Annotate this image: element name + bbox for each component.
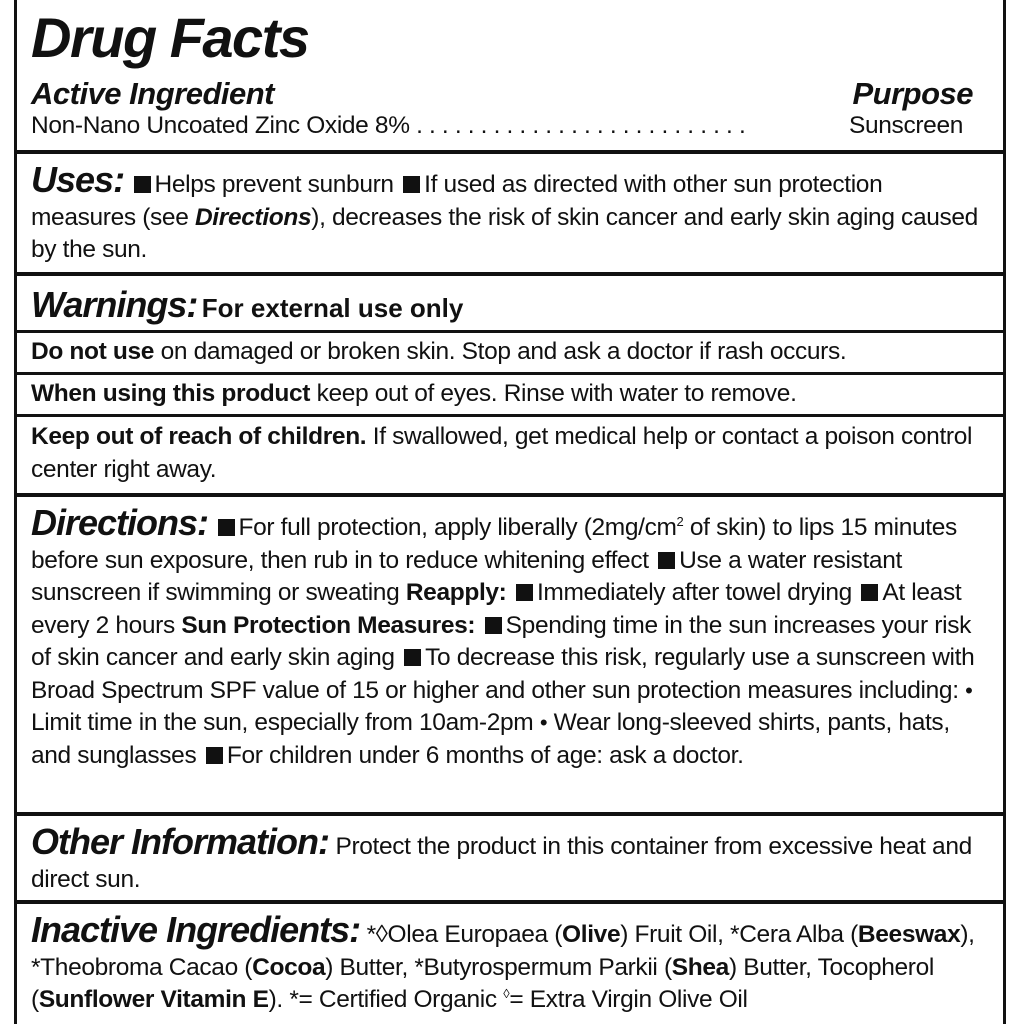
directions-heading: Directions: <box>31 502 209 543</box>
active-ingredient-name: Non-Nano Uncoated Zinc Oxide 8% <box>31 112 410 139</box>
square-bullet-icon <box>403 176 420 193</box>
directions-section <box>17 502 1003 772</box>
spm-1: Spending time in the sun increases your risk of skin cancer and early skin aging <box>31 611 971 671</box>
spm-3: Limit time in the sun, especially from 10am-2pm <box>31 709 534 736</box>
square-bullet-icon <box>206 747 223 764</box>
other-information-heading: Other Information: <box>31 821 329 862</box>
drug-facts-panel <box>14 0 1006 1024</box>
round-bullet: • <box>539 710 548 735</box>
inactive-ingredients-section <box>17 909 1003 1017</box>
active-ingredient-section <box>17 76 1003 143</box>
ingredient-text: ) Butter, *Butyrospermum Parkii ( <box>325 953 672 981</box>
ingredient-bold: Cocoa <box>252 953 326 981</box>
reapply-1: Immediately after towel drying <box>536 579 852 606</box>
other-information-section <box>17 821 1003 896</box>
uses-heading: Uses: <box>31 159 125 200</box>
ingredient-text: ), *Theobroma Cacao ( <box>31 921 975 981</box>
keep-out-label: Keep out of reach of children. <box>31 423 367 450</box>
external-use-only: For external use only <box>201 293 464 323</box>
do-not-use-section <box>17 336 1003 369</box>
uses-item-2a: If used as directed with other sun protection measures (see <box>31 171 883 231</box>
purpose-value: Sunscreen <box>849 112 963 139</box>
when-using-text: keep out of eyes. Rinse with water to remove. <box>316 380 797 407</box>
other-information-text: Protect the product in this container from excessive heat and direct sun. <box>31 833 972 893</box>
direction-1b: of skin) to lips 15 minutes before sun exposure, then rub in to reduce whitening effect <box>31 514 957 574</box>
uses-item-2b: ), decreases the risk of skin cancer and early skin aging caused by the sun. <box>31 203 978 263</box>
when-using-label: When using this product <box>31 380 311 407</box>
round-bullet: • <box>965 677 973 703</box>
divider <box>17 272 1003 276</box>
ingredient-text: Olea Europaea ( <box>387 921 563 948</box>
spm-5: For children under 6 months of age: ask a doctor. <box>226 741 744 769</box>
square-bullet-icon <box>658 552 675 569</box>
do-not-use-label: Do not use <box>31 338 155 365</box>
dot-leader: . . . . . . . . . . . . . . . . . . . . . . . . . . <box>416 112 746 139</box>
divider <box>17 900 1003 904</box>
reapply-2: At least every 2 hours <box>31 579 962 639</box>
warnings-section <box>17 284 1003 326</box>
ingredient-text: = Extra Virgin Olive Oil <box>509 986 748 1013</box>
superscript: ◊ <box>503 985 510 1001</box>
square-bullet-icon <box>134 176 151 193</box>
divider <box>17 330 1003 333</box>
square-bullet-icon <box>516 584 533 601</box>
ingredient-bold: Sunflower Vitamin E <box>38 986 269 1013</box>
warnings-heading: Warnings: <box>31 284 198 325</box>
divider <box>17 372 1003 375</box>
uses-directions-ref: Directions <box>194 203 312 231</box>
sun-protection-label: Sun Protection Measures: <box>181 611 476 639</box>
active-ingredient-heading: Active Ingredient <box>31 76 274 111</box>
divider <box>17 812 1003 816</box>
square-bullet-icon <box>485 617 502 634</box>
reapply-label: Reapply: <box>405 579 507 606</box>
uses-item-1: Helps prevent sunburn <box>154 171 394 198</box>
ingredient-bold: Shea <box>671 953 729 981</box>
divider <box>17 493 1003 497</box>
title-section <box>17 8 1003 68</box>
organic-mark: *◊ <box>366 921 388 948</box>
square-bullet-icon <box>218 519 235 536</box>
square-bullet-icon <box>404 649 421 666</box>
drug-facts-title: Drug Facts <box>31 6 309 69</box>
ingredient-text: ) Butter, Tocopherol ( <box>31 953 934 1013</box>
keep-out-text: If swallowed, get medical help or contact a poison control center right away. <box>31 423 973 483</box>
purpose-heading: Purpose <box>852 76 973 111</box>
when-using-section <box>17 378 1003 411</box>
ingredient-bold: Olive <box>562 921 621 948</box>
direction-1a: For full protection, apply liberally (2mg/cm <box>238 514 677 541</box>
ingredient-bold: Beeswax <box>857 921 961 948</box>
square-bullet-icon <box>861 584 878 601</box>
uses-section <box>17 159 1003 267</box>
keep-out-section <box>17 421 1003 486</box>
do-not-use-text: on damaged or broken skin. Stop and ask a doctor if rash occurs. <box>160 338 847 365</box>
inactive-ingredients-heading: Inactive Ingredients: <box>31 909 361 950</box>
superscript: 2 <box>676 513 684 529</box>
spm-4: Wear long-sleeved shirts, pants, hats, and sunglasses <box>31 709 950 769</box>
divider <box>17 150 1003 154</box>
direction-2: Use a water resistant sunscreen if swimming or sweating <box>31 546 902 606</box>
ingredient-text: ) Fruit Oil, *Cera Alba ( <box>620 921 858 948</box>
divider <box>17 414 1003 417</box>
ingredient-text: ). *= Certified Organic <box>268 986 497 1013</box>
spm-2: To decrease this risk, regularly use a sunscreen with Broad Spectrum SPF value of 15 or higher and other sun protection measures including: <box>31 644 975 704</box>
